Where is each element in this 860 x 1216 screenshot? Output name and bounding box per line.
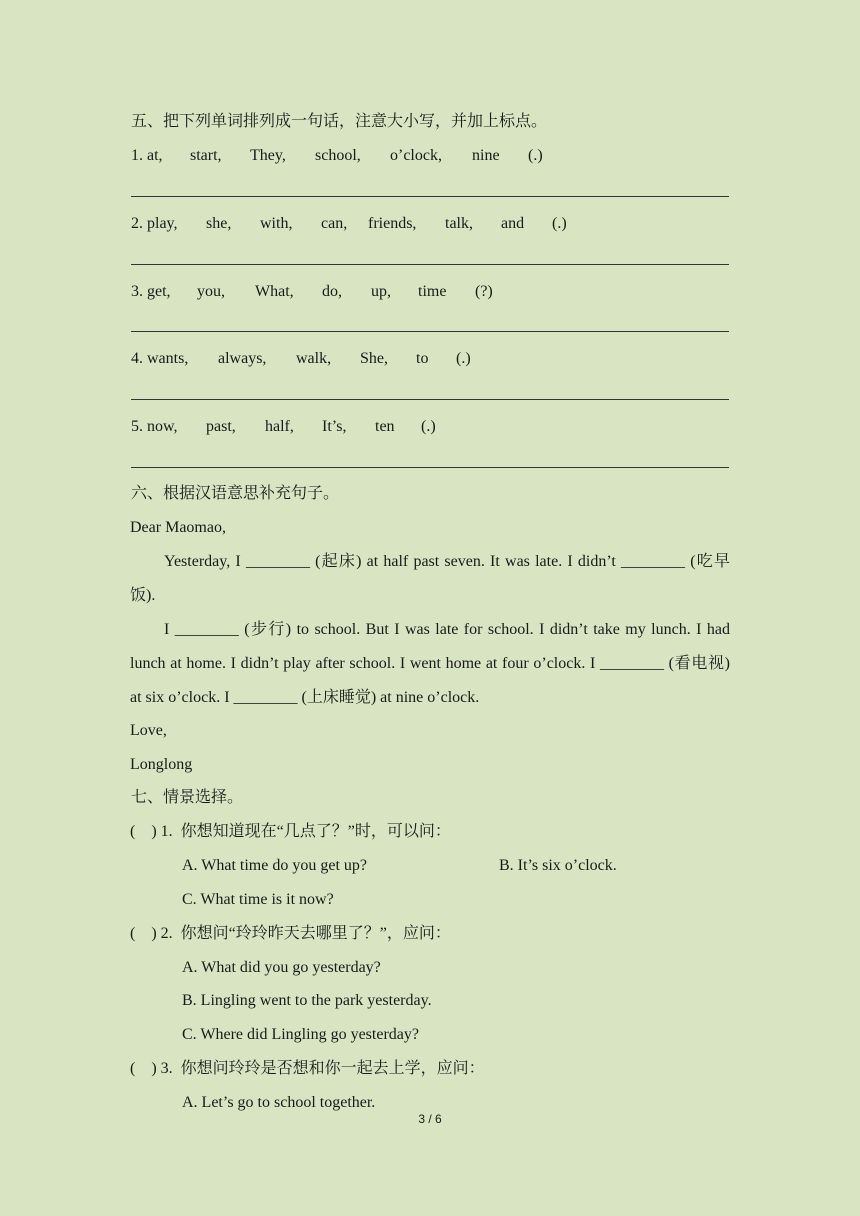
word-token: with,: [260, 215, 293, 232]
question-3-stem: ( ) 3. 你想问玲玲是否想和你一起去上学，应问：: [130, 1060, 485, 1077]
word-token: start,: [190, 147, 222, 164]
letter-paragraph-2: [130, 613, 730, 715]
word-token: nine: [472, 147, 500, 164]
answer-line[interactable]: [131, 467, 729, 468]
question-2-option-b: B. Lingling went to the park yesterday.: [182, 992, 432, 1009]
word-token: They,: [250, 147, 286, 164]
word-token: 4. wants,: [131, 350, 189, 367]
word-token: ten: [375, 418, 395, 435]
letter-paragraph-1: [130, 545, 730, 613]
word-token: always,: [218, 350, 267, 367]
word-token: to: [416, 350, 429, 367]
section7-heading: 七、情景选择。: [131, 789, 244, 806]
question-1-stem: ( ) 1. 你想知道现在“几点了？”时，可以问：: [130, 823, 451, 840]
word-token: o’clock,: [390, 147, 442, 164]
question-3-option-a: A. Let’s go to school together.: [182, 1094, 376, 1111]
word-token: She,: [360, 350, 388, 367]
section5-heading: 五、把下列单词排列成一句话，注意大小写，并加上标点。: [131, 113, 548, 130]
word-token: friends,: [368, 215, 417, 232]
word-token: up,: [371, 283, 391, 300]
answer-line[interactable]: [131, 264, 729, 265]
letter-greeting: Dear Maomao,: [130, 519, 226, 536]
word-token: talk,: [445, 215, 473, 232]
answer-line[interactable]: [131, 399, 729, 400]
letter-signature: Longlong: [130, 756, 193, 773]
letter-closing: Love,: [130, 722, 167, 739]
word-token: (.): [421, 418, 436, 435]
paragraph-text: I ________ (步行) to school. But I was late for school. I didn’t take my lunch. I had lunch at home. I didn’t play after school. I went home at four o’clock. I ________ (看电视) at six o’clock. I ________ (上床睡觉) at nine o’clock.: [130, 621, 730, 706]
word-token: time: [418, 283, 447, 300]
question-1-option-b: B. It’s six o’clock.: [499, 857, 617, 874]
question-1-option-a: A. What time do you get up?: [182, 857, 367, 874]
word-token: What,: [255, 283, 294, 300]
word-token: you,: [197, 283, 225, 300]
paragraph-text: Yesterday, I ________ (起床) at half past seven. It was late. I didn’t ________ (吃早饭).: [130, 553, 730, 604]
word-token: 1. at,: [131, 147, 163, 164]
section6-heading: 六、根据汉语意思补充句子。: [131, 485, 340, 502]
word-token: (.): [528, 147, 543, 164]
word-token: 2. play,: [131, 215, 178, 232]
word-token: past,: [206, 418, 236, 435]
word-token: and: [501, 215, 525, 232]
word-token: school,: [315, 147, 361, 164]
answer-line[interactable]: [131, 331, 729, 332]
word-token: It’s,: [322, 418, 347, 435]
word-token: (.): [456, 350, 471, 367]
word-token: half,: [265, 418, 294, 435]
word-token: can,: [321, 215, 348, 232]
page-number: 3 / 6: [418, 1112, 442, 1126]
word-token: walk,: [296, 350, 332, 367]
word-token: (.): [552, 215, 567, 232]
question-2-option-a: A. What did you go yesterday?: [182, 959, 381, 976]
question-2-stem: ( ) 2. 你想问“玲玲昨天去哪里了？”，应问：: [130, 925, 451, 942]
answer-line[interactable]: [131, 196, 729, 197]
word-token: 3. get,: [131, 283, 171, 300]
question-2-option-c: C. Where did Lingling go yesterday?: [182, 1026, 419, 1043]
word-token: she,: [206, 215, 232, 232]
question-1-option-c: C. What time is it now?: [182, 891, 334, 908]
word-token: (?): [475, 283, 493, 300]
word-token: 5. now,: [131, 418, 178, 435]
word-token: do,: [322, 283, 342, 300]
